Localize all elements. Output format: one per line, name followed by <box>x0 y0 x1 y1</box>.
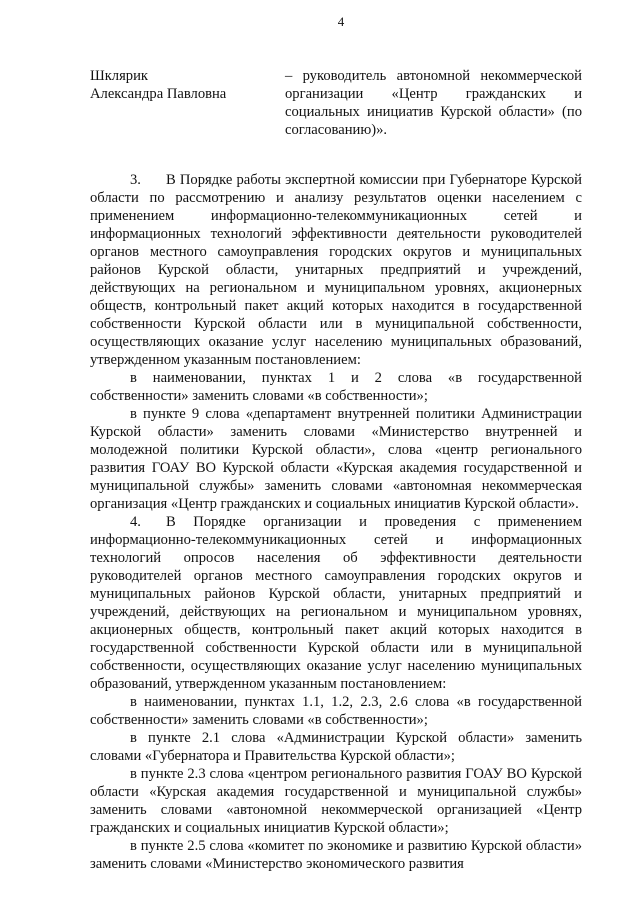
section-4-text: В Порядке организации и проведения с применением информационно-телекоммуникационных сетей и информационных технологий опросов населения об эффективности деятельности руководителей органов местного самоуправления городских округов и муниципальных районов Курской области, унитарных предприятий и учреждений, действующих на региональном и муниципальном уровнях, акционерных обществ, контрольный пакет акций которых находится в государственной собственности Курской области или в муниципальной собственности, осуществляющих оказание услуг населению муниципальных образований, утвержденном указанным постановлением: <box>90 514 582 692</box>
page-number: 4 <box>337 14 345 29</box>
member-given-names: Александра Павловна <box>90 86 227 102</box>
section-3-number: 3. <box>130 172 141 188</box>
section-4-item: в пункте 2.1 слова «Администрации Курской области» заменить словами «Губернатора и Правительства Курской области»; <box>90 730 582 764</box>
section-3-item: в пункте 9 слова «департамент внутренней политики Администрации Курской области» заменить словами «Министерство внутренней и молодежной политики Курской области», слова «центр регионального развития ГОАУ ВО Курской области «Курская академия государственной и муниципальной службы» заменить словами «автономная некоммерческая организация «Центр гражданских и социальных инициатив Курской области». <box>90 406 582 512</box>
section-3-intro <box>90 171 582 369</box>
section-4-intro <box>90 513 582 693</box>
member-surname: Шклярик <box>90 68 149 84</box>
section-4-item: в пункте 2.5 слова «комитет по экономике и развитию Курской области» заменить словами «Министерство экономического развития <box>90 838 582 872</box>
section-3-item: в наименовании, пунктах 1 и 2 слова «в государственной собственности» заменить словами «в собственности»; <box>90 370 582 404</box>
section-4-number: 4. <box>130 514 141 530</box>
member-name <box>90 67 285 139</box>
section-4-item: в пункте 2.3 слова «центром регионального развития ГОАУ ВО Курской области «Курская академия государственной и муниципальной службы» заменить словами «автономной некоммерческой организацией «Центр гражданских и социальных инициатив Курской области»; <box>90 766 582 836</box>
section-3-text: В Порядке работы экспертной комиссии при Губернаторе Курской области по рассмотрению и анализу результатов оценки населением с применением информационно-телекоммуникационных сетей и информационных технологий эффективности деятельности руководителей органов местного самоуправления городских округов и муниципальных районов Курской области, унитарных предприятий и учреждений, действующих на региональном и муниципальном уровнях, акционерных обществ, контрольный пакет акций которых находится в государственной собственности Курской области или в муниципальной собственности, осуществляющих оказание услуг населению муниципальных образований, утвержденном указанным постановлением: <box>90 172 582 368</box>
commission-member <box>90 67 582 139</box>
member-role: – руководитель автономной некоммерческой организации «Центр гражданских и социальных инициатив Курской области» (по согласованию)». <box>285 68 582 138</box>
section-4-item: в наименовании, пунктах 1.1, 1.2, 2.3, 2.6 слова «в государственной собственности» заменить словами «в собственности»; <box>90 694 582 728</box>
